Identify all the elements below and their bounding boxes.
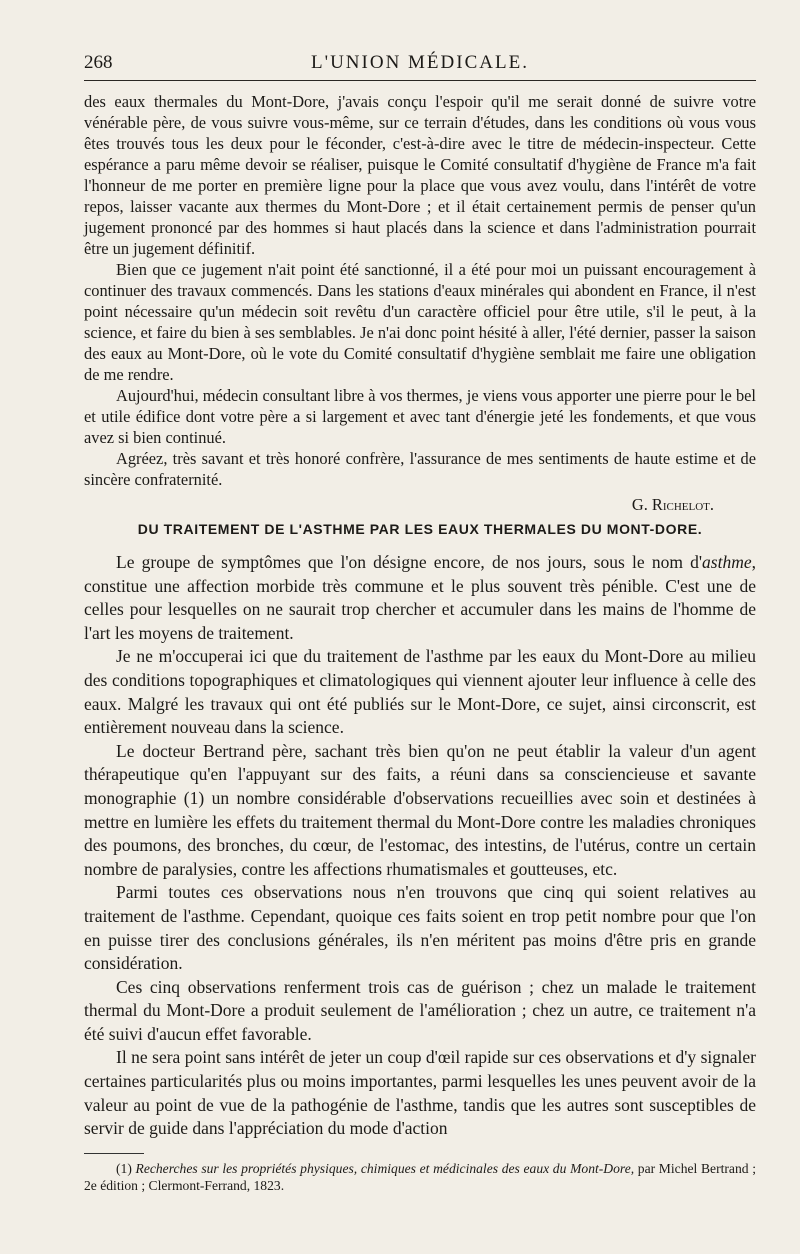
running-header — [84, 52, 756, 81]
article-paragraph — [84, 551, 756, 645]
letter-paragraph: des eaux thermales du Mont-Dore, j'avais conçu l'espoir qu'il me serait donné de suivre votre vénérable père, de vous suivre vous-même, sur ce terrain d'études, dans les conditions où vous vous êtes trouvés tous les deux pour le féconder, c'est-à-dire avec le titre de médecin-inspecteur. Cette espérance a paru même devoir se réaliser, puisque le Comité consultatif d'hygiène de France m'a fait l'honneur de me porter en première ligne pour la place que vous avez voulu, dans l'intérêt de votre repos, laisser vacante aux thermes du Mont-Dore ; et il était certainement permis de penser qu'un jugement prononcé par des hommes si haut placés dans la science et dans l'administration pourrait être un jugement définitif. — [84, 92, 756, 258]
article-paragraph: Je ne m'occuperai ici que du traitement de l'asthme par les eaux du Mont-Dore au milieu des conditions topographiques et climatologiques qui viennent ajouter leur influence à celle des eaux. Malgré les travaux qui ont été publiés sur le Mont-Dore, ce sujet, ainsi circonscrit, est entièrement nouveau dans la science. — [84, 646, 756, 738]
article-paragraph: Parmi toutes ces observations nous n'en trouvons que cinq qui soient relatives au traitement de l'asthme. Cependant, quoique ces faits soient en trop petit nombre pour que l'on en puisse tirer des conclusions générales, ils n'en méritent pas moins d'être pris en grande considération. — [84, 882, 756, 974]
letter-paragraph: Agréez, très savant et très honoré confrère, l'assurance de mes sentiments de haute estime et de sincère confraternité. — [84, 449, 756, 489]
footnote-marker: (1) — [116, 1160, 136, 1176]
footnote-title: Recherches sur les propriétés physiques, chimiques et médicinales des eaux du Mont-Dore, — [135, 1160, 635, 1176]
page-number: 268 — [84, 52, 113, 73]
page — [84, 52, 756, 1222]
letter-paragraph: Bien que ce jugement n'ait point été sanctionné, il a été pour moi un puissant encouragement à continuer des travaux commencés. Dans les stations d'eaux minérales qui abondent en France, il n'est point nécessaire qu'un médecin soit revêtu d'un caractère officiel pour être utile, s'il le peut, à la science, et faire du bien à ses semblables. Je n'ai donc point hésité à aller, l'été dernier, passer la saison des eaux au Mont-Dore, où le vote du Comité consultatif d'hygiène semblait me faire une obligation de me rendre. — [84, 260, 756, 384]
letter-paragraph: Aujourd'hui, médecin consultant libre à vos thermes, je viens vous apporter une pierre pour le bel et utile édifice dont votre père a si largement et avec tant d'énergie jeté les fondements, et que vous avez si bien continué. — [84, 386, 756, 447]
footnote-divider — [84, 1153, 144, 1154]
italic-term: asthme — [702, 552, 752, 572]
signature: G. Richelot. — [631, 495, 714, 514]
running-title: L'UNION MÉDICALE. — [311, 52, 529, 73]
footnote — [84, 1160, 756, 1194]
article-paragraph: Le docteur Bertrand père, sachant très bien qu'on ne peut établir la valeur d'un agent thérapeutique qu'en l'appuyant sur des faits, a réuni dans sa consciencieuse et savante monographie (1) un nombre considérable d'observations recueillies avec soin et destinées à mettre en lumière les effets du traitement thermal du Mont-Dore contre les maladies chroniques des poumons, des bronches, du cœur, de l'estomac, des intestins, de l'utérus, contre un certain nombre de paralysies, contre les affections rhumatismales et goutteuses, etc. — [84, 740, 756, 879]
letter-text — [84, 91, 756, 490]
article-text — [84, 551, 756, 1141]
text-run: Le groupe de symptômes que l'on désigne encore, de nos jours, sous le nom d' — [116, 552, 703, 572]
article-paragraph: Ces cinq observations renferment trois cas de guérison ; chez un malade le traitement thermal du Mont-Dore a produit seulement de l'amélioration ; chez un autre, ce traitement n'a été suivi d'aucun effet favorable. — [84, 976, 756, 1044]
footnote-text: par Michel Bertrand ; 2e édition ; Clermont-Ferrand, 1823. — [84, 1160, 756, 1193]
article-paragraph: Il ne sera point sans intérêt de jeter un coup d'œil rapide sur ces observations et d'y signaler certaines particularités plus ou moins importantes, parmi lesquelles les unes peuvent avoir de la valeur au point de vue de la pathogénie de l'asthme, tandis que les autres sont susceptibles de servir de guide dans l'appréciation du mode d'action — [84, 1047, 756, 1139]
text-run: , constitue une affection morbide très commune et le plus souvent très pénible. C'est une de celles pour lesquelles on ne saurait trop chercher et accumuler dans les mains de l'homme de l'art les moyens de traitement. — [84, 552, 756, 643]
article-title: DU TRAITEMENT DE L'ASTHME PAR LES EAUX THERMALES DU MONT-DORE. — [137, 521, 703, 537]
